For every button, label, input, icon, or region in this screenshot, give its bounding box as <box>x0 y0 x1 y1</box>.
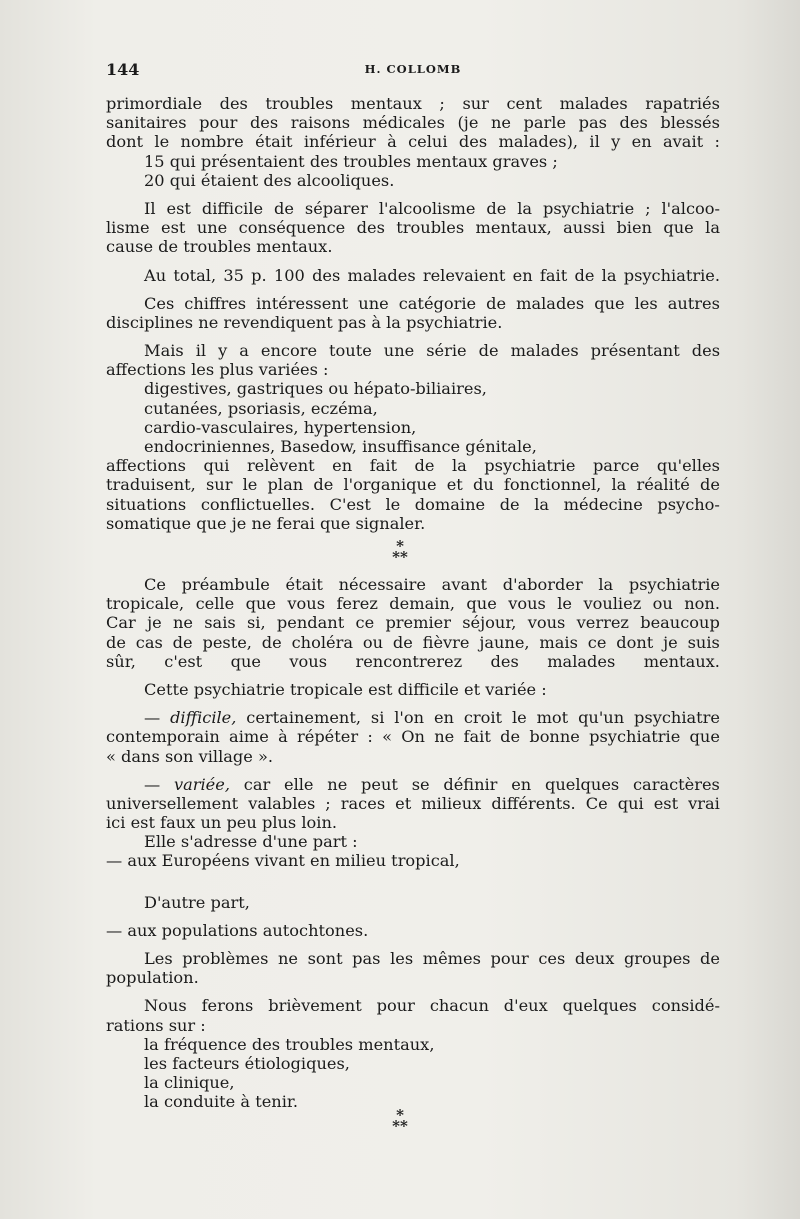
text-line: sanitaires pour des raisons médicales (je ne parle pas des blessés <box>106 113 720 133</box>
text-line: — aux Européens vivant en milieu tropical, <box>106 851 460 871</box>
text-line: dont le nombre était inférieur à celui des malades), il y en avait : <box>106 132 720 152</box>
text-line: 20 qui étaient des alcooliques. <box>144 170 395 190</box>
text-line: Les problèmes ne sont pas les mêmes pour ces deux groupes de <box>144 949 720 968</box>
paragraph-gap <box>106 285 720 294</box>
text-line: D'autre part, <box>144 892 250 912</box>
text-line: — aux populations autochtones. <box>106 920 369 940</box>
paragraph-gap <box>106 332 720 341</box>
paragraph-gap <box>106 766 720 775</box>
text-line: les facteurs étiologiques, <box>144 1053 350 1073</box>
text-line: la clinique, <box>144 1073 235 1093</box>
ornament-glyph: * ** <box>392 1106 408 1135</box>
paragraph-gap <box>106 699 720 708</box>
paragraph-gap <box>106 871 720 893</box>
page-header <box>106 60 720 84</box>
text-line: de cas de peste, de choléra ou de fièvre jaune, mais ce dont je suis <box>106 632 720 652</box>
ornament-glyph: * ** <box>392 537 408 566</box>
text-line: Nous ferons brièvement pour chacun d'eux quelques considé- <box>144 996 720 1016</box>
text-line: contemporain aime à répéter : « On ne fait de bonne psychiatrie que <box>106 727 720 747</box>
text-line: cutanées, psoriasis, eczéma, <box>144 398 378 418</box>
text-line: primordiale des troubles mentaux ; sur cent malades rapatriés <box>106 94 720 113</box>
text-line: — difficile, certainement, si l'on en croit le mot qu'un psychiatre <box>144 708 720 728</box>
text-line: population. <box>106 968 199 988</box>
text-line: Ces chiffres intéressent une catégorie de malades que les autres <box>144 293 720 313</box>
text-line: Il est difficile de séparer l'alcoolisme de la psychiatrie ; l'alcoo- <box>144 198 720 218</box>
text-line: traduisent, sur le plan de l'organique et du fonctionnel, la réalité de <box>106 475 720 495</box>
paragraph-gap <box>106 940 720 949</box>
paragraph-gap <box>106 190 720 199</box>
paragraph-gap <box>106 671 720 680</box>
text-line: 15 qui présentaient des troubles mentaux graves ; <box>144 151 558 171</box>
text-line: tropicale, celle que vous ferez demain, que vous le vouliez ou non. <box>106 594 720 614</box>
text-line: digestives, gastriques ou hépato-biliaires, <box>144 379 487 399</box>
running-head: H. COLLOMB <box>364 62 462 76</box>
text-line: lisme est une conséquence des troubles mentaux, aussi bien que la <box>106 218 720 238</box>
text-line: Elle s'adresse d'une part : <box>144 832 358 852</box>
text-line: Au total, 35 p. 100 des malades relevaient en fait de la psychiatrie. <box>144 265 720 285</box>
text-block-1 <box>106 94 720 533</box>
text-line: Mais il y a encore toute une série de malades présentant des <box>144 341 720 361</box>
text-line: disciplines ne revendiquent pas à la psychiatrie. <box>106 312 503 332</box>
text-line: universellement valables ; races et milieux différents. Ce qui est vrai <box>106 793 720 813</box>
paragraph-gap <box>106 257 720 266</box>
text-line: Cette psychiatrie tropicale est difficile et variée : <box>144 679 547 699</box>
text-line: cardio-vasculaires, hypertension, <box>144 417 417 437</box>
page-number: 144 <box>106 60 140 79</box>
text-block-2 <box>106 575 720 1112</box>
paragraph-gap <box>106 987 720 996</box>
text-line: la conduite à tenir. <box>144 1092 298 1112</box>
paragraph-gap <box>106 912 720 921</box>
section-ornament-2 <box>360 1106 440 1135</box>
text-line: affections qui relèvent en fait de la psychiatrie parce qu'elles <box>106 456 720 476</box>
text-line: sûr, c'est que vous rencontrerez des malades mentaux. <box>106 651 720 671</box>
text-line: Car je ne sais si, pendant ce premier séjour, vous verrez beaucoup <box>106 613 720 633</box>
text-line: ici est faux un peu plus loin. <box>106 813 338 833</box>
text-line: situations conflictuelles. C'est le domaine de la médecine psycho- <box>106 494 720 514</box>
section-ornament-1 <box>360 537 440 566</box>
text-line: rations sur : <box>106 1015 206 1035</box>
text-line: cause de troubles mentaux. <box>106 237 333 257</box>
text-line: la fréquence des troubles mentaux, <box>144 1034 435 1054</box>
text-line: — variée, car elle ne peut se définir en quelques caractères <box>144 774 720 794</box>
text-line: affections les plus variées : <box>106 360 329 380</box>
text-line: Ce préambule était nécessaire avant d'aborder la psychiatrie <box>144 575 720 594</box>
text-line: endocriniennes, Basedow, insuffisance génitale, <box>144 437 537 456</box>
text-line: somatique que je ne ferai que signaler. <box>106 513 426 533</box>
text-line: « dans son village ». <box>106 746 274 766</box>
